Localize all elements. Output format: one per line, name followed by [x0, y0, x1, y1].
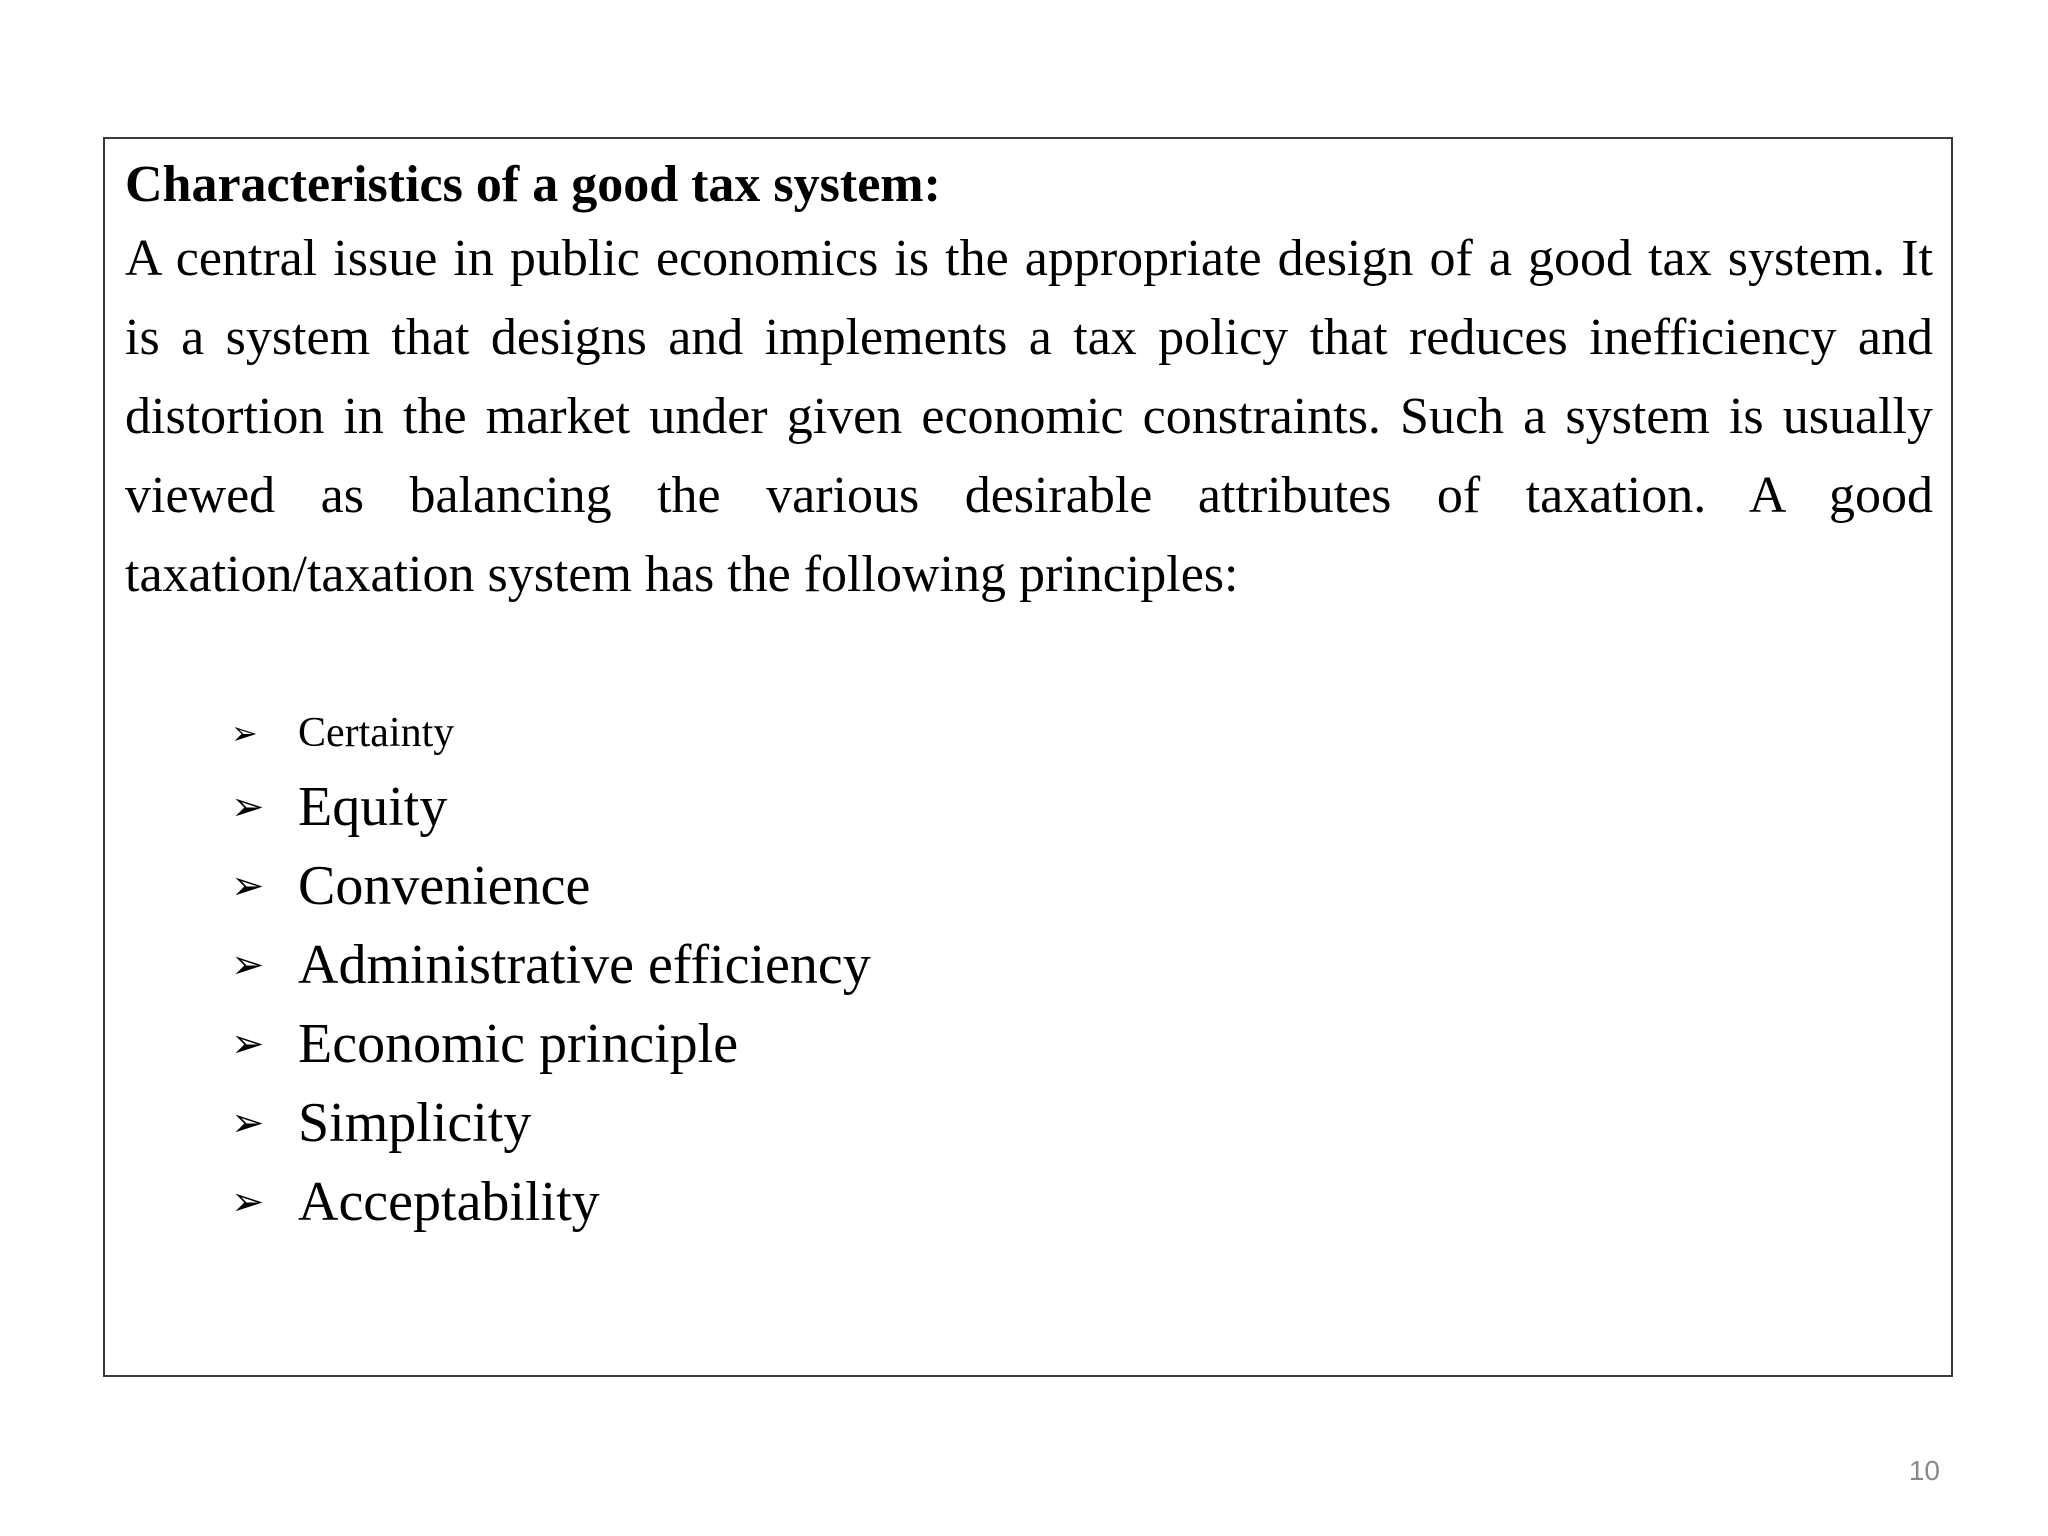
principle-item: [231, 846, 871, 925]
principle-label: Equity: [298, 775, 448, 838]
principle-label: Economic principle: [298, 1012, 739, 1075]
principle-label: Certainty: [298, 710, 455, 756]
principle-item: [231, 699, 871, 767]
page-number: 10: [1908, 1455, 1940, 1486]
arrow-bullet-icon: ➢: [231, 1020, 265, 1066]
arrow-bullet-icon: ➢: [231, 862, 265, 908]
principles-list: [231, 699, 871, 1241]
principle-label: Simplicity: [298, 1091, 532, 1154]
principle-label: Acceptability: [298, 1170, 600, 1233]
intro-paragraph: A central issue in public economics is the appropriate design of a good tax system. It is a system that designs and implements a tax policy that reduces inefficiency and distortion in the market under given economic constraints. Such a system is usually viewed as balancing the various desirable attributes of taxation. A good taxation/taxation system has the following principles:: [125, 230, 1933, 603]
content-box: [103, 137, 1953, 1377]
principle-label: Convenience: [298, 854, 591, 917]
arrow-bullet-icon: ➢: [231, 1099, 265, 1145]
arrow-bullet-icon: ➢: [231, 715, 258, 751]
arrow-bullet-icon: ➢: [231, 1178, 265, 1224]
principle-label: Administrative efficiency: [298, 933, 871, 996]
arrow-bullet-icon: ➢: [231, 941, 265, 987]
principle-item: [231, 1083, 871, 1162]
slide-heading: Characteristics of a good tax system:: [125, 156, 941, 213]
principle-item: [231, 1004, 871, 1083]
principle-item: [231, 1162, 871, 1241]
principle-item: [231, 767, 871, 846]
arrow-bullet-icon: ➢: [231, 783, 265, 829]
principle-item: [231, 925, 871, 1004]
